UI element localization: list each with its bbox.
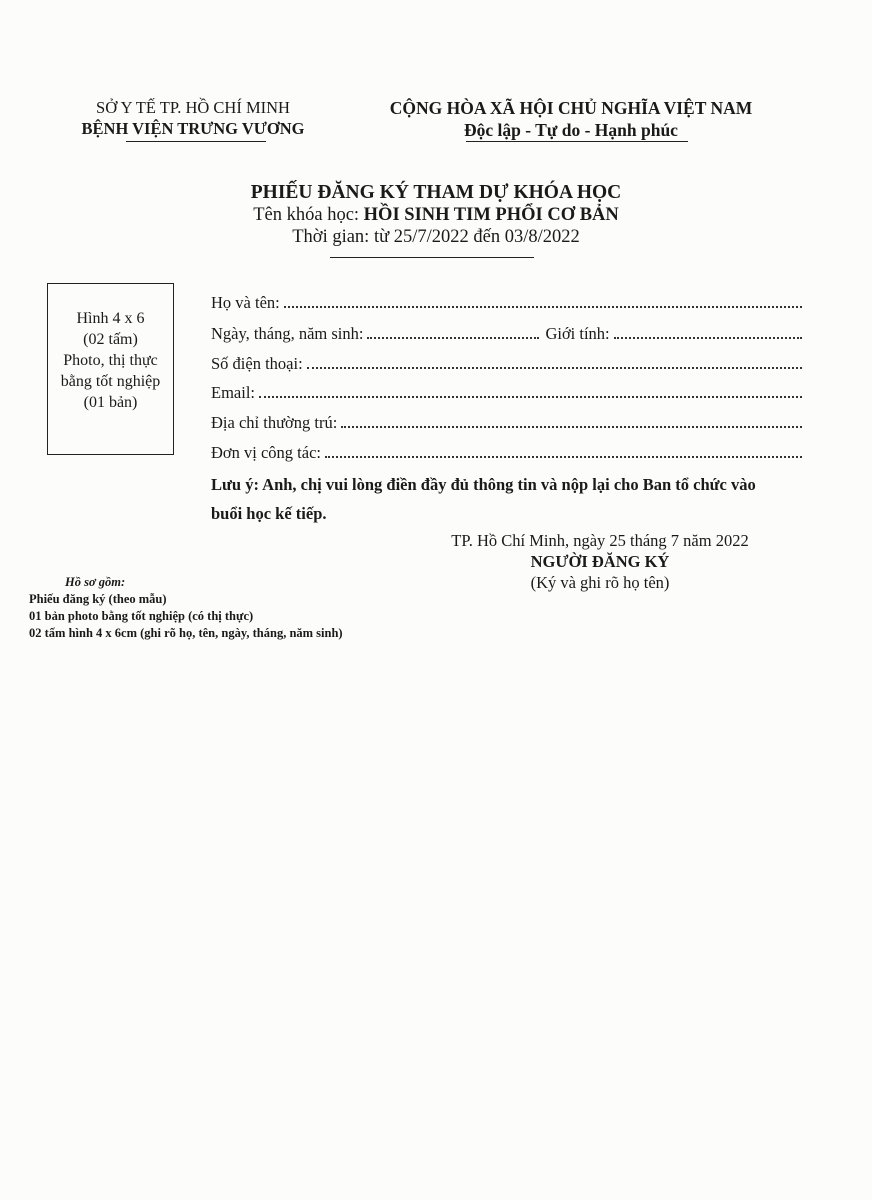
documents-heading: Hồ sơ gồm: [65, 575, 126, 589]
department-name: SỞ Y TẾ TP. HỒ CHÍ MINH [96, 98, 290, 117]
hospital-name: BỆNH VIỆN TRƯNG VƯƠNG [81, 119, 305, 138]
document-item: 01 bản photo bằng tốt nghiệp (có thị thực) [29, 609, 254, 623]
field-email-blank[interactable] [259, 380, 802, 398]
field-address-label: Địa chỉ thường trú: [211, 413, 338, 432]
photo-placeholder-box [47, 283, 174, 455]
photo-size: Hình 4 x 6 [76, 310, 145, 327]
field-phone-label: Số điện thoại: [211, 354, 303, 373]
signature-block [420, 530, 780, 593]
field-address-blank[interactable] [341, 410, 802, 428]
field-workplace-blank[interactable] [325, 440, 802, 458]
field-name[interactable] [211, 290, 802, 314]
field-name-label: Họ và tên: [211, 293, 280, 312]
field-workplace[interactable] [211, 440, 802, 464]
field-address[interactable] [211, 410, 802, 434]
document-item: 02 tấm hình 4 x 6cm (ghi rõ họ, tên, ngày, tháng, năm sinh) [29, 626, 343, 640]
field-name-blank[interactable] [284, 290, 802, 308]
field-gender-label: Giới tính: [545, 324, 610, 343]
course-name: HỒI SINH TIM PHỔI CƠ BẢN [363, 205, 619, 225]
field-phone[interactable] [211, 351, 802, 375]
note-text [211, 470, 811, 528]
required-documents [29, 574, 429, 642]
field-phone-blank[interactable] [307, 351, 802, 369]
photo-note-1: Photo, thị thực [63, 352, 158, 369]
course-time: Thời gian: từ 25/7/2022 đến 03/8/2022 [292, 227, 580, 247]
agency-header [58, 97, 328, 139]
photo-count: (02 tấm) [83, 331, 138, 348]
photo-note-2: bằng tốt nghiệp [60, 373, 161, 390]
note-line-1: Lưu ý: Anh, chị vui lòng điền đầy đủ thông tin và nộp lại cho Ban tổ chức vào [211, 475, 756, 494]
field-dob-gender[interactable] [211, 321, 802, 345]
country-name: CỘNG HÒA XÃ HỘI CHỦ NGHĨA VIỆT NAM [389, 98, 753, 118]
note-line-2: buổi học kế tiếp. [211, 504, 327, 523]
field-email[interactable] [211, 380, 802, 404]
form-title-block [150, 182, 722, 248]
field-workplace-label: Đơn vị công tác: [211, 443, 321, 462]
course-label: Tên khóa học: [253, 205, 364, 225]
registrant-role: NGƯỜI ĐĂNG KÝ [530, 552, 670, 571]
document-item: Phiếu đăng ký (theo mẫu) [29, 592, 167, 606]
field-gender-blank[interactable] [614, 321, 802, 339]
photo-note-3: (01 bản) [83, 394, 138, 411]
signature-instruction: (Ký và ghi rõ họ tên) [530, 573, 670, 592]
place-date: TP. Hồ Chí Minh, ngày 25 tháng 7 năm 2022 [451, 531, 749, 550]
national-motto: Độc lập - Tự do - Hạnh phúc [464, 120, 678, 140]
course-line [150, 204, 722, 226]
field-dob-blank[interactable] [367, 321, 539, 339]
left-header-underline [126, 141, 266, 142]
form-title: PHIẾU ĐĂNG KÝ THAM DỰ KHÓA HỌC [250, 182, 622, 203]
title-underline [330, 257, 534, 258]
national-header [372, 97, 770, 141]
field-dob-label: Ngày, tháng, năm sinh: [211, 324, 364, 343]
right-header-underline [466, 141, 688, 142]
field-email-label: Email: [211, 383, 255, 402]
